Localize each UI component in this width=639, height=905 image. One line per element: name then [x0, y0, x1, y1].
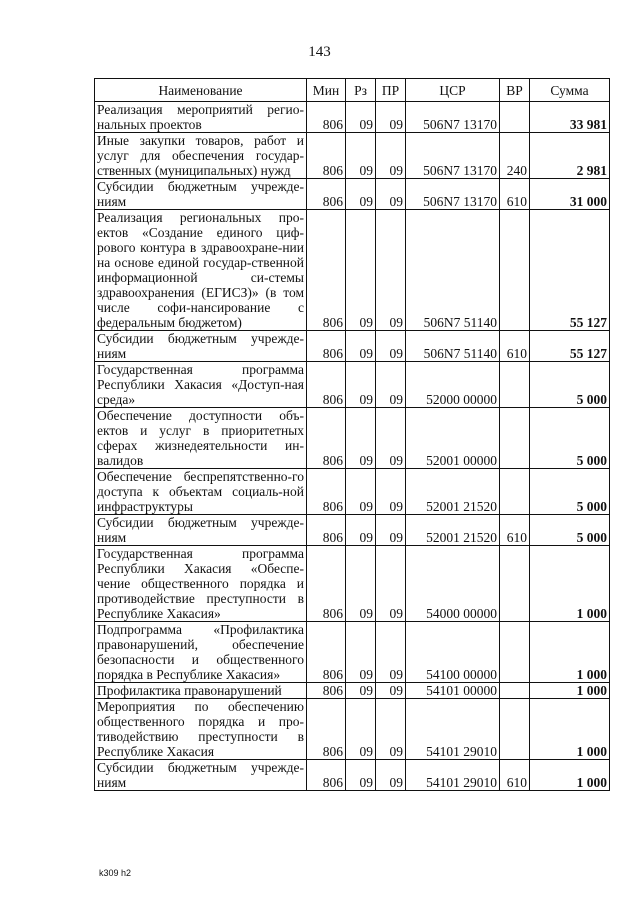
column-header-csr: ЦСР	[406, 79, 500, 102]
cell-csr: 54100 00000	[406, 622, 500, 683]
cell-vr	[500, 210, 530, 331]
table-row	[95, 331, 610, 362]
cell-csr: 52001 21520	[406, 469, 500, 515]
cell-pr: 09	[376, 622, 406, 683]
cell-csr: 54101 29010	[406, 699, 500, 760]
page-number: 143	[308, 44, 331, 60]
table-row	[95, 408, 610, 469]
table-row	[95, 760, 610, 791]
table-row	[95, 515, 610, 546]
cell-pr: 09	[376, 210, 406, 331]
cell-min: 806	[307, 469, 346, 515]
cell-vr	[500, 102, 530, 133]
cell-min: 806	[307, 102, 346, 133]
cell-csr: 506N7 51140	[406, 210, 500, 331]
cell-min: 806	[307, 515, 346, 546]
table-row	[95, 699, 610, 760]
cell-vr: 610	[500, 515, 530, 546]
cell-min: 806	[307, 546, 346, 622]
cell-rz: 09	[346, 546, 376, 622]
cell-csr: 506N7 13170	[406, 179, 500, 210]
cell-name: Профилактика правонарушений	[95, 683, 307, 699]
cell-name: Государственная программа Республики Хакасия «Обеспе-чение общественного порядка и противодействие преступности в Республике Хакасия»	[95, 546, 307, 622]
cell-vr: 240	[500, 133, 530, 179]
cell-sum: 1 000	[530, 546, 610, 622]
cell-vr	[500, 469, 530, 515]
cell-min: 806	[307, 699, 346, 760]
table-row	[95, 133, 610, 179]
cell-vr	[500, 546, 530, 622]
table-body	[95, 102, 610, 791]
cell-rz: 09	[346, 362, 376, 408]
cell-pr: 09	[376, 469, 406, 515]
cell-min: 806	[307, 683, 346, 699]
cell-rz: 09	[346, 133, 376, 179]
cell-vr: 610	[500, 331, 530, 362]
cell-min: 806	[307, 331, 346, 362]
table-row	[95, 210, 610, 331]
cell-pr: 09	[376, 546, 406, 622]
cell-vr	[500, 408, 530, 469]
cell-name: Реализация региональных про-ектов «Создание единого циф-рового контура в здравоохране-нии на основе единой государ-ственной информационной си-стемы здравоохранения (ЕГИСЗ)» (в том числе софи-нансирование с федеральным бюджетом)	[95, 210, 307, 331]
column-header-pr: ПР	[376, 79, 406, 102]
cell-csr: 52000 00000	[406, 362, 500, 408]
cell-sum: 33 981	[530, 102, 610, 133]
cell-csr: 54000 00000	[406, 546, 500, 622]
cell-name: Государственная программа Республики Хакасия «Доступ-ная среда»	[95, 362, 307, 408]
cell-sum: 55 127	[530, 331, 610, 362]
cell-rz: 09	[346, 331, 376, 362]
cell-name: Субсидии бюджетным учрежде-ниям	[95, 515, 307, 546]
cell-rz: 09	[346, 210, 376, 331]
cell-csr: 52001 00000	[406, 408, 500, 469]
table-row	[95, 622, 610, 683]
cell-pr: 09	[376, 408, 406, 469]
cell-sum: 5 000	[530, 515, 610, 546]
cell-pr: 09	[376, 179, 406, 210]
cell-name: Субсидии бюджетным учрежде-ниям	[95, 331, 307, 362]
cell-min: 806	[307, 362, 346, 408]
cell-sum: 31 000	[530, 179, 610, 210]
cell-sum: 5 000	[530, 362, 610, 408]
table-row	[95, 102, 610, 133]
cell-csr: 54101 00000	[406, 683, 500, 699]
cell-sum: 1 000	[530, 683, 610, 699]
cell-pr: 09	[376, 760, 406, 791]
cell-rz: 09	[346, 469, 376, 515]
cell-rz: 09	[346, 515, 376, 546]
cell-min: 806	[307, 179, 346, 210]
footer-code: k309 h2	[99, 868, 132, 878]
cell-rz: 09	[346, 102, 376, 133]
column-header-sum: Сумма	[530, 79, 610, 102]
cell-min: 806	[307, 210, 346, 331]
cell-vr	[500, 683, 530, 699]
cell-min: 806	[307, 408, 346, 469]
cell-pr: 09	[376, 331, 406, 362]
cell-csr: 506N7 51140	[406, 331, 500, 362]
cell-csr: 506N7 13170	[406, 133, 500, 179]
cell-rz: 09	[346, 408, 376, 469]
cell-name: Субсидии бюджетным учрежде-ниям	[95, 179, 307, 210]
cell-sum: 55 127	[530, 210, 610, 331]
table-row	[95, 469, 610, 515]
table-row	[95, 683, 610, 699]
cell-sum: 1 000	[530, 699, 610, 760]
table-header-row	[95, 79, 610, 102]
cell-csr: 52001 21520	[406, 515, 500, 546]
cell-pr: 09	[376, 133, 406, 179]
cell-pr: 09	[376, 362, 406, 408]
cell-rz: 09	[346, 179, 376, 210]
cell-pr: 09	[376, 683, 406, 699]
cell-name: Субсидии бюджетным учрежде-ниям	[95, 760, 307, 791]
cell-name: Подпрограмма «Профилактика правонарушений, обеспечение безопасности и общественного порядка в Республике Хакасия»	[95, 622, 307, 683]
table-row	[95, 362, 610, 408]
cell-pr: 09	[376, 102, 406, 133]
column-header-vr: ВР	[500, 79, 530, 102]
cell-name: Обеспечение беспрепятственно-го доступа к объектам социаль-ной инфраструктуры	[95, 469, 307, 515]
cell-min: 806	[307, 622, 346, 683]
cell-name: Реализация мероприятий регио-нальных проектов	[95, 102, 307, 133]
cell-vr: 610	[500, 179, 530, 210]
cell-sum: 5 000	[530, 469, 610, 515]
cell-sum: 1 000	[530, 760, 610, 791]
cell-csr: 506N7 13170	[406, 102, 500, 133]
column-header-name: Наименование	[95, 79, 307, 102]
table-row	[95, 546, 610, 622]
cell-name: Обеспечение доступности объ-ектов и услуг в приоритетных сферах жизнедеятельности ин-валидов	[95, 408, 307, 469]
cell-sum: 1 000	[530, 622, 610, 683]
cell-name: Иные закупки товаров, работ и услуг для обеспечения государ-ственных (муниципальных) нужд	[95, 133, 307, 179]
cell-rz: 09	[346, 760, 376, 791]
cell-csr: 54101 29010	[406, 760, 500, 791]
cell-name: Мероприятия по обеспечению общественного порядка и про-тиводействию преступности в Республике Хакасия	[95, 699, 307, 760]
cell-sum: 2 981	[530, 133, 610, 179]
cell-vr	[500, 362, 530, 408]
column-header-rz: Рз	[346, 79, 376, 102]
cell-min: 806	[307, 133, 346, 179]
cell-vr	[500, 699, 530, 760]
table-row	[95, 179, 610, 210]
column-header-min: Мин	[307, 79, 346, 102]
cell-rz: 09	[346, 683, 376, 699]
cell-vr	[500, 622, 530, 683]
cell-rz: 09	[346, 699, 376, 760]
cell-rz: 09	[346, 622, 376, 683]
cell-pr: 09	[376, 515, 406, 546]
cell-sum: 5 000	[530, 408, 610, 469]
cell-min: 806	[307, 760, 346, 791]
cell-vr: 610	[500, 760, 530, 791]
budget-table	[94, 78, 610, 791]
cell-pr: 09	[376, 699, 406, 760]
